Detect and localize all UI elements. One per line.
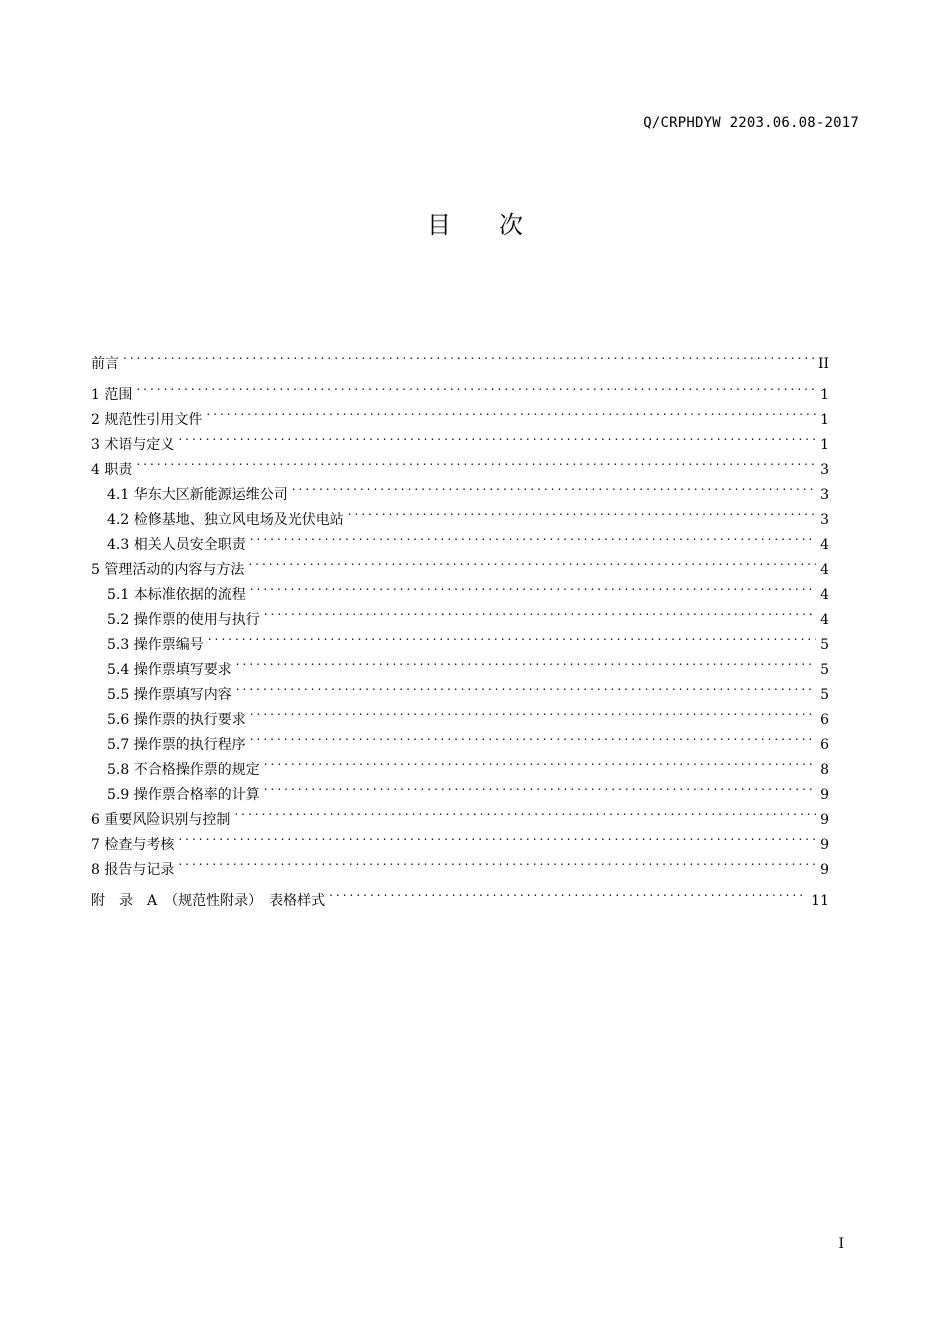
toc-leader bbox=[248, 549, 816, 574]
toc-entry[interactable] bbox=[91, 824, 829, 853]
toc-entry-page: 5 bbox=[820, 687, 829, 703]
toc-entry-label: 5.6 操作票的执行要求 bbox=[107, 712, 246, 728]
toc-entry-page: 3 bbox=[820, 462, 829, 478]
toc-leader bbox=[236, 649, 816, 674]
toc-title bbox=[0, 205, 950, 240]
toc-title-right: 次 bbox=[499, 211, 523, 239]
toc-leader bbox=[250, 699, 816, 724]
toc-leader bbox=[250, 724, 816, 749]
toc-entry-page: 9 bbox=[820, 837, 829, 853]
toc-entry-page: 3 bbox=[820, 487, 829, 503]
toc-entry-page: 5 bbox=[820, 662, 829, 678]
table-of-contents bbox=[91, 343, 829, 909]
toc-entry[interactable] bbox=[91, 474, 829, 503]
toc-entry-label: 5.4 操作票填写要求 bbox=[107, 662, 232, 678]
toc-entry[interactable] bbox=[91, 849, 829, 878]
toc-entry-label: 附 录 A （规范性附录） 表格样式 bbox=[91, 893, 326, 909]
document-code: Q/CRPHDYW 2203.06.08-2017 bbox=[643, 115, 859, 131]
toc-entry-page: 5 bbox=[820, 637, 829, 653]
toc-title-left: 目 bbox=[427, 211, 451, 239]
toc-leader bbox=[264, 774, 816, 799]
toc-entry[interactable] bbox=[91, 343, 829, 372]
toc-leader bbox=[178, 849, 816, 874]
toc-leader bbox=[208, 624, 816, 649]
toc-entry-label: 8 报告与记录 bbox=[91, 862, 175, 878]
toc-entry-page: 4 bbox=[820, 562, 829, 578]
toc-entry-label: 4.2 检修基地、独立风电场及光伏电站 bbox=[107, 512, 344, 528]
toc-entry-label: 5.1 本标准依据的流程 bbox=[107, 587, 246, 603]
toc-leader bbox=[236, 674, 816, 699]
toc-leader bbox=[178, 424, 816, 449]
toc-entry-label: 4.3 相关人员安全职责 bbox=[107, 537, 246, 553]
toc-entry-label: 前言 bbox=[91, 356, 119, 372]
toc-entry-label: 2 规范性引用文件 bbox=[91, 412, 203, 428]
toc-entry-label: 3 术语与定义 bbox=[91, 437, 175, 453]
toc-leader bbox=[136, 449, 816, 474]
toc-entry-page: 4 bbox=[820, 612, 829, 628]
toc-entry-label: 7 检查与考核 bbox=[91, 837, 175, 853]
toc-entry[interactable] bbox=[91, 424, 829, 453]
toc-leader bbox=[264, 749, 816, 774]
toc-entry-label: 4.1 华东大区新能源运维公司 bbox=[107, 487, 288, 503]
toc-entry[interactable] bbox=[91, 449, 829, 478]
toc-entry-page: 4 bbox=[820, 587, 829, 603]
toc-entry-page: 9 bbox=[820, 787, 829, 803]
toc-entry-page: 1 bbox=[820, 437, 829, 453]
toc-entry-page: 6 bbox=[820, 712, 829, 728]
toc-leader bbox=[348, 499, 816, 524]
toc-entry-label: 5.9 操作票合格率的计算 bbox=[107, 787, 260, 803]
toc-leader bbox=[329, 880, 807, 905]
toc-entry-page: 6 bbox=[820, 737, 829, 753]
toc-leader bbox=[292, 474, 816, 499]
toc-entry[interactable] bbox=[91, 374, 829, 403]
toc-entry-label: 6 重要风险识别与控制 bbox=[91, 812, 231, 828]
toc-entry-page: 3 bbox=[820, 512, 829, 528]
toc-leader bbox=[178, 824, 816, 849]
toc-entry-page: 8 bbox=[820, 762, 829, 778]
toc-leader bbox=[250, 574, 816, 599]
toc-entry-label: 4 职责 bbox=[91, 462, 133, 478]
page-number: I bbox=[838, 1236, 844, 1252]
toc-entry-label: 5.5 操作票填写内容 bbox=[107, 687, 232, 703]
toc-entry-page: 1 bbox=[820, 387, 829, 403]
toc-leader bbox=[123, 343, 814, 368]
toc-entry[interactable] bbox=[91, 880, 829, 909]
toc-entry[interactable] bbox=[91, 399, 829, 428]
toc-entry-page: 1 bbox=[820, 412, 829, 428]
toc-entry-page: II bbox=[817, 356, 829, 372]
toc-entry-page: 9 bbox=[820, 862, 829, 878]
toc-entry-label: 1 范围 bbox=[91, 387, 133, 403]
toc-leader bbox=[206, 399, 816, 424]
toc-leader bbox=[250, 524, 816, 549]
toc-leader bbox=[136, 374, 816, 399]
toc-leader bbox=[234, 799, 816, 824]
toc-entry-page: 11 bbox=[811, 893, 829, 909]
toc-entry-label: 5 管理活动的内容与方法 bbox=[91, 562, 245, 578]
toc-entry-label: 5.8 不合格操作票的规定 bbox=[107, 762, 260, 778]
toc-entry-label: 5.3 操作票编号 bbox=[107, 637, 204, 653]
toc-leader bbox=[264, 599, 816, 624]
toc-entry-page: 4 bbox=[820, 537, 829, 553]
toc-entry-label: 5.2 操作票的使用与执行 bbox=[107, 612, 260, 628]
toc-entry-label: 5.7 操作票的执行程序 bbox=[107, 737, 246, 753]
toc-entry-page: 9 bbox=[820, 812, 829, 828]
